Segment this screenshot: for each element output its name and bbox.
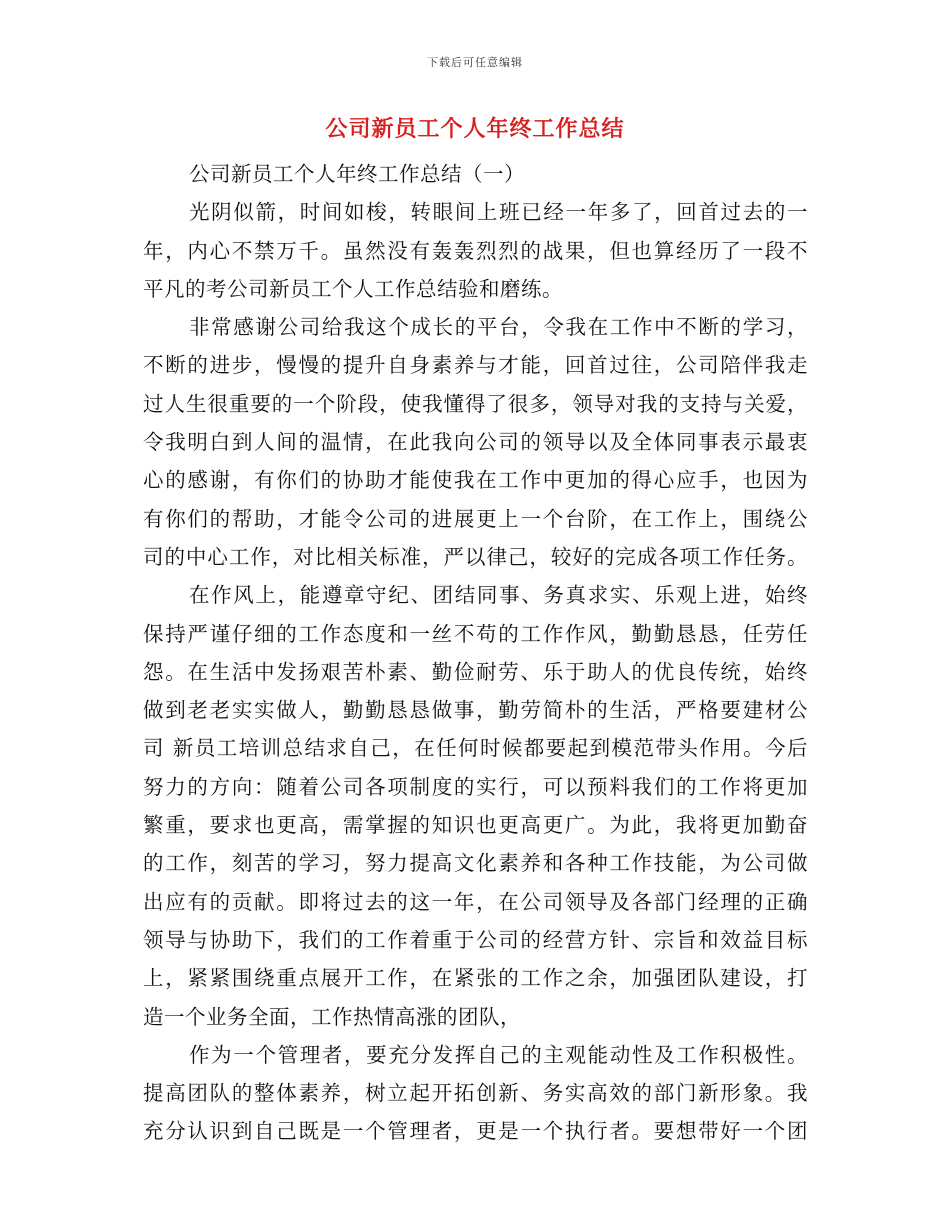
paragraph-line: 繁重，要求也更高，需掌握的知识也更高更广。为此，我将更加勤奋 (143, 813, 808, 838)
paragraph-line: 造一个业务全面，工作热情高涨的团队， (143, 1004, 521, 1029)
paragraph-line: 提高团队的整体素养，树立起开拓创新、务实高效的部门新形象。我 (143, 1081, 808, 1106)
paragraph-line: 领导与协助下，我们的工作着重于公司的经营方针、宗旨和效益目标 (143, 927, 808, 952)
paragraph-line: 司的中心工作，对比相关标准，严以律己，较好的完成各项工作任务。 (143, 544, 808, 569)
paragraph-line: 出应有的贡献。即将过去的这一年，在公司领导及各部门经理的正确 (143, 889, 808, 914)
paragraph-line: 不断的进步，慢慢的提升自身素养与才能，回首过往，公司陪伴我走 (143, 353, 808, 378)
paragraph-line: 光阴似箭，时间如梭，转眼间上班已经一年多了，回首过去的一 (189, 200, 808, 225)
paragraph-line: 努力的方向：随着公司各项制度的实行，可以预料我们的工作将更加 (143, 774, 808, 799)
paragraph-line: 司 新员工培训总结求自己，在任何时候都要起到模范带头作用。今后 (143, 736, 808, 761)
paragraph-line: 心的感谢，有你们的协助才能使我在工作中更加的得心应手，也因为 (143, 468, 808, 493)
paragraph-line: 平凡的考公司新员工个人工作总结验和磨练。 (143, 276, 563, 301)
document-body (143, 155, 808, 1151)
paragraph-line: 上，紧紧围绕重点展开工作，在紧张的工作之余，加强团队建设，打 (143, 966, 808, 991)
paragraph-line: 令我明白到人间的温情，在此我向公司的领导以及全体同事表示最衷 (143, 430, 808, 455)
paragraph-line: 年，内心不禁万千。虽然没有轰轰烈烈的战果，但也算经历了一段不 (143, 238, 808, 263)
document-title: 公司新员工个人年终工作总结 (325, 116, 625, 142)
paragraph-line: 非常感谢公司给我这个成长的平台，令我在工作中不断的学习， (189, 315, 808, 340)
section-heading: 公司新员工个人年终工作总结（一） (189, 162, 525, 186)
paragraph-line: 过人生很重要的一个阶段，使我懂得了很多，领导对我的支持与关爱， (143, 391, 808, 416)
paragraph-line: 保持严谨仔细的工作态度和一丝不苟的工作作风，勤勤恳恳，任劳任 (143, 621, 808, 646)
paragraph-line: 怨。在生活中发扬艰苦朴素、勤俭耐劳、乐于助人的优良传统，始终 (143, 659, 808, 684)
header-note: 下载后可任意编辑 (427, 56, 523, 69)
paragraph-line: 有你们的帮助，才能令公司的进展更上一个台阶，在工作上，围绕公 (143, 506, 808, 531)
paragraph-line: 的工作，刻苦的学习，努力提高文化素养和各种工作技能，为公司做 (143, 851, 808, 876)
paragraph-line: 在作风上，能遵章守纪、团结同事、务真求实、乐观上进，始终 (189, 583, 808, 608)
paragraph-line: 作为一个管理者，要充分发挥自己的主观能动性及工作积极性。 (189, 1042, 808, 1067)
paragraph-line: 做到老老实实做人，勤勤恳恳做事，勤劳简朴的生活，严格要建材公 (143, 698, 808, 723)
paragraph-line: 充分认识到自己既是一个管理者，更是一个执行者。要想带好一个团 (143, 1119, 808, 1144)
